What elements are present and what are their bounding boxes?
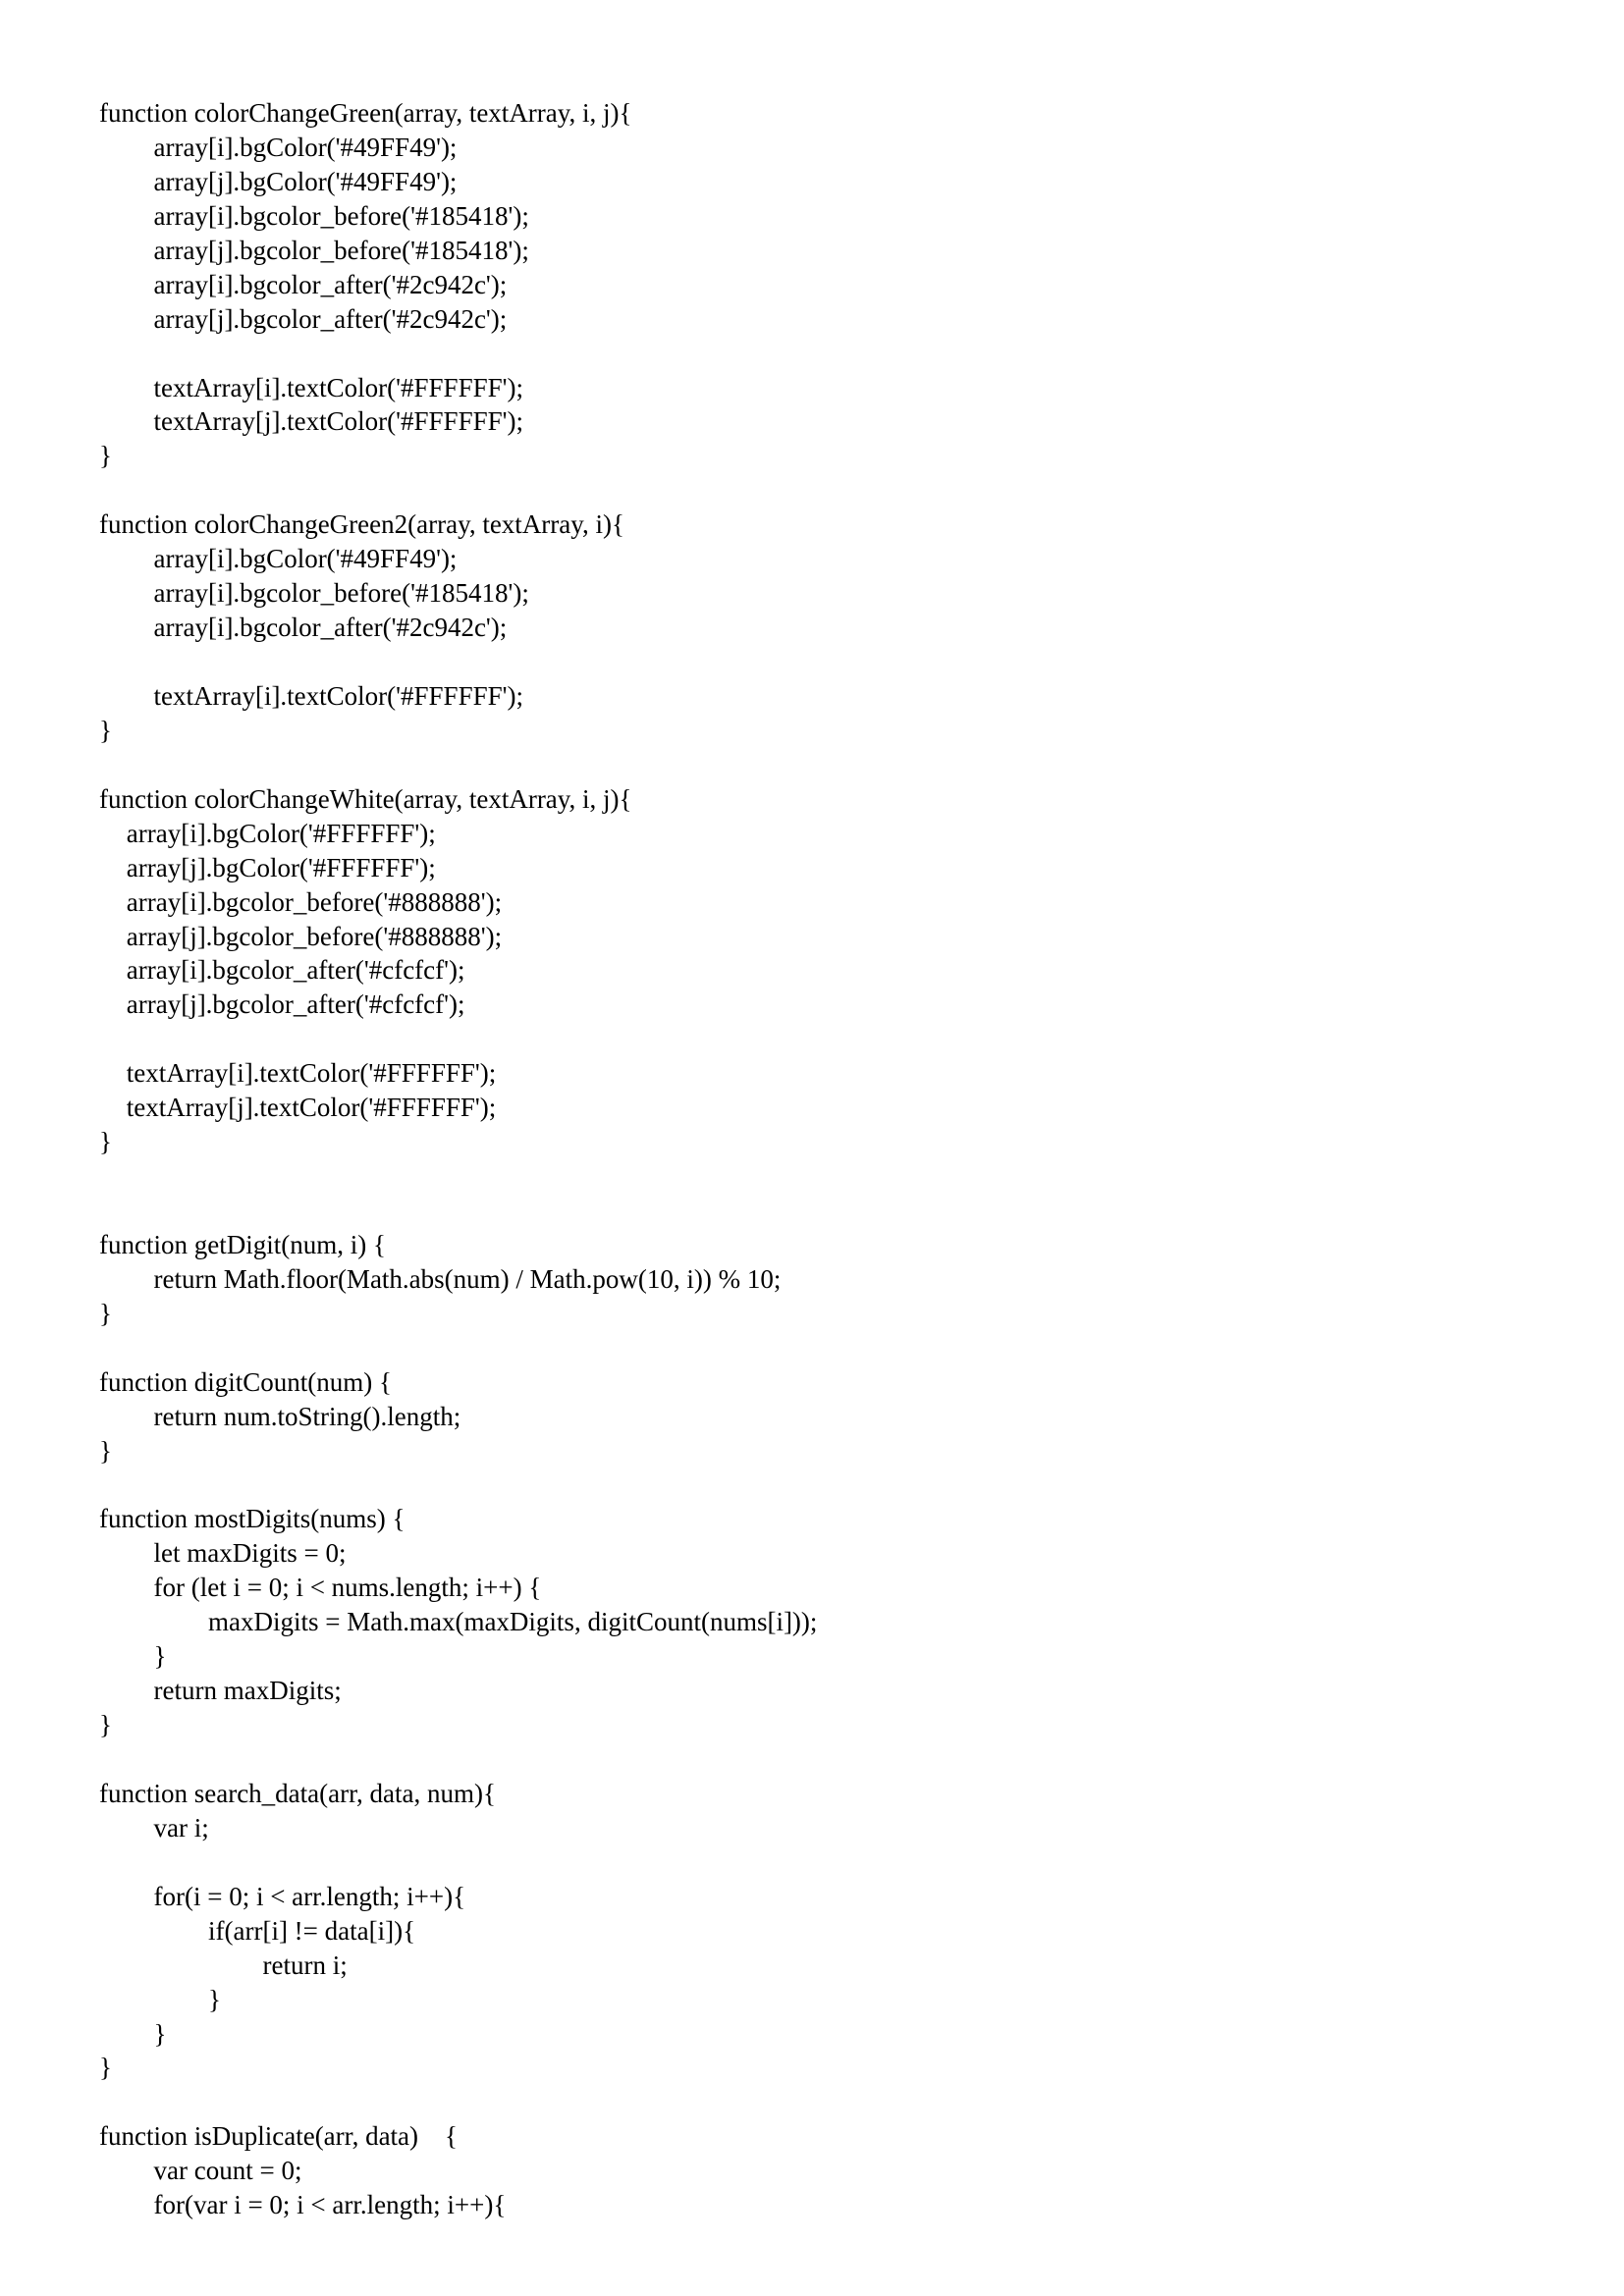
blank-line — [99, 645, 817, 679]
code-line: } — [99, 1710, 112, 1740]
code-line: } — [99, 1298, 112, 1328]
code-line: textArray[i].textColor('#FFFFFF'); — [126, 1058, 497, 1089]
code-line: function search_data(arr, data, num){ — [99, 1778, 496, 1808]
code-line: array[i].bgcolor_before('#185418'); — [153, 578, 529, 609]
code-line: maxDigits = Math.max(maxDigits, digitCount(nums[i])); — [208, 1607, 818, 1637]
code-line: array[i].bgColor('#49FF49'); — [153, 544, 458, 574]
blank-line — [99, 473, 817, 507]
code-line: for(i = 0; i < arr.length; i++){ — [153, 1881, 466, 1911]
code-line: array[j].bgColor('#49FF49'); — [153, 166, 458, 196]
code-line: function colorChangeGreen(array, textArray, i, j){ — [99, 98, 632, 128]
code-line: } — [99, 715, 112, 745]
code-line: } — [99, 2053, 112, 2083]
code-line: function mostDigits(nums) { — [99, 1504, 406, 1534]
blank-line — [99, 1845, 817, 1880]
code-line: let maxDigits = 0; — [153, 1538, 347, 1569]
code-line: array[j].bgcolor_before('#185418'); — [153, 235, 529, 265]
code-line: } — [99, 441, 112, 471]
code-line: function digitCount(num) { — [99, 1366, 392, 1397]
blank-line — [99, 1468, 817, 1503]
code-line: return i; — [262, 1949, 348, 1980]
code-line: function isDuplicate(arr, data) { — [99, 2121, 458, 2152]
code-line: return Math.floor(Math.abs(num) / Math.pow(10, i)) % 10; — [153, 1263, 782, 1294]
code-line: } — [99, 1127, 112, 1157]
code-line: array[j].bgcolor_before('#888888'); — [126, 921, 503, 951]
code-line: array[i].bgColor('#FFFFFF'); — [126, 818, 436, 848]
code-line: if(arr[i] != data[i]){ — [208, 1915, 416, 1946]
code-line: return num.toString().length; — [153, 1401, 461, 1431]
code-line: function getDigit(num, i) { — [99, 1229, 386, 1259]
blank-line — [99, 1331, 817, 1365]
code-line: } — [208, 1984, 221, 2014]
blank-line — [99, 1159, 817, 1194]
code-line: textArray[i].textColor('#FFFFFF'); — [153, 680, 523, 711]
code-line: array[i].bgColor('#49FF49'); — [153, 132, 458, 162]
blank-line — [99, 1022, 817, 1056]
code-line: } — [153, 2018, 167, 2049]
blank-line — [99, 337, 817, 371]
blank-line — [99, 1194, 817, 1228]
code-line: textArray[j].textColor('#FFFFFF'); — [153, 406, 523, 437]
code-line: array[j].bgColor('#FFFFFF'); — [126, 852, 436, 882]
code-line: array[i].bgcolor_after('#2c942c'); — [153, 613, 508, 643]
blank-line — [99, 748, 817, 782]
code-listing — [99, 96, 817, 2222]
code-line: array[i].bgcolor_after('#2c942c'); — [153, 269, 508, 299]
code-line: array[i].bgcolor_before('#185418'); — [153, 200, 529, 231]
code-line: array[j].bgcolor_after('#cfcfcf'); — [126, 989, 465, 1020]
blank-line — [99, 2085, 817, 2119]
code-line: } — [99, 1435, 112, 1466]
code-line: for(var i = 0; i < arr.length; i++){ — [153, 2190, 507, 2220]
code-line: function colorChangeGreen2(array, textArray, i){ — [99, 509, 624, 540]
code-line: var i; — [153, 1812, 209, 1842]
code-line: textArray[j].textColor('#FFFFFF'); — [126, 1093, 497, 1123]
blank-line — [99, 1742, 817, 1777]
code-line: array[i].bgcolor_before('#888888'); — [126, 886, 503, 917]
code-line: textArray[i].textColor('#FFFFFF'); — [153, 372, 523, 402]
code-line: array[i].bgcolor_after('#cfcfcf'); — [126, 955, 465, 986]
code-line: function colorChangeWhite(array, textArray, i, j){ — [99, 783, 632, 814]
code-line: for (let i = 0; i < nums.length; i++) { — [153, 1573, 542, 1603]
code-line: var count = 0; — [153, 2156, 302, 2186]
code-line: return maxDigits; — [153, 1676, 342, 1706]
code-line: } — [153, 1641, 167, 1672]
code-line: array[j].bgcolor_after('#2c942c'); — [153, 303, 508, 334]
